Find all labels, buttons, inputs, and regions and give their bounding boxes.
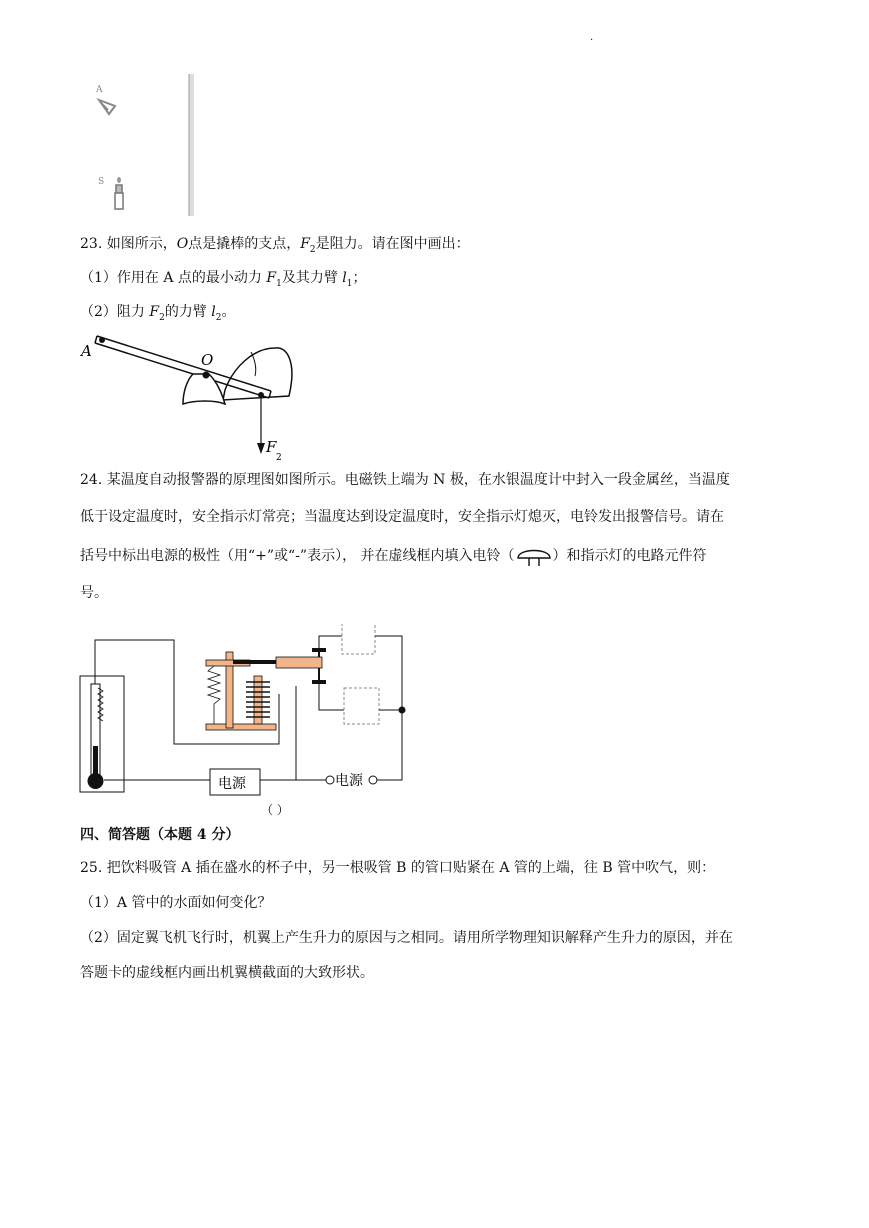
q23-stem: 23. 如图所示，O点是撬棒的支点，$F_2$是阻力。请在图中画出： xyxy=(80,236,470,255)
header-dot: . xyxy=(590,32,594,43)
mirror-figure xyxy=(85,70,215,220)
mirror xyxy=(189,74,194,216)
dashed-box-bottom xyxy=(344,688,379,724)
power-left-label: 电源 xyxy=(218,776,246,792)
candle-label: S xyxy=(98,177,105,187)
q25-item-2-line-2: 答题卡的虚线框内画出机翼横截面的大致形状。 xyxy=(80,965,374,981)
q25-item-2-line-1: （2）固定翼飞机飞行时，机翼上产生升力的原因与之相同。请用所学物理知识解释产生升力的原因，并在 xyxy=(80,930,733,946)
dashed-box-top xyxy=(342,624,375,654)
label-f2: F xyxy=(266,438,277,456)
q24-line-1: 24. 某温度自动报警器的原理图如图所示。电磁铁上端为 N 极，在水银温度计中封入一段金属丝，当温度 xyxy=(80,472,730,488)
bell-symbol-icon xyxy=(515,544,553,566)
q24-line-2: 低于设定温度时，安全指示灯常亮；当温度达到设定温度时，安全指示灯熄灭，电铃发出报警信号。请在 xyxy=(80,509,724,525)
q23-item-2: （2）阻力 $F_2$的力臂 $l_2$。 xyxy=(80,304,236,323)
label-f2-sub: 2 xyxy=(276,453,282,463)
relay xyxy=(206,652,322,730)
polarity-bracket: （ ） xyxy=(261,803,289,817)
lever-figure xyxy=(75,328,305,468)
label-o: O xyxy=(201,351,214,369)
q23-item-1: （1）作用在 A 点的最小动力 $F_1$及其力臂 $l_1$； xyxy=(80,270,367,289)
label-a: A xyxy=(81,342,92,360)
candle-icon xyxy=(115,177,123,209)
rock xyxy=(223,348,292,400)
point-a xyxy=(99,337,105,343)
section-4-title: 四、简答题（本题 4 分） xyxy=(80,827,240,843)
force-f2-arrow xyxy=(257,396,265,454)
q24-line-4: 号。 xyxy=(80,585,108,601)
q23-number: 23. xyxy=(80,236,103,252)
q25-line-1: 25. 把饮料吸管 A 插在盛水的杯子中，另一根吸管 B 的管口贴紧在 A 管的上端，往 B 管中吹气，则： xyxy=(80,860,716,876)
eye-icon xyxy=(99,100,115,114)
eye-label: A xyxy=(96,85,103,95)
power-right-label: 电源 xyxy=(335,773,363,789)
q25-item-1: （1）A 管中的水面如何变化？ xyxy=(80,895,272,911)
q24-line-3: 括号中标出电源的极性（用“+”或“-”表示）， 并在虚线框内填入电铃（ ）和指示灯的电路元件符 xyxy=(80,544,707,566)
fulcrum xyxy=(183,372,225,405)
alarm-circuit-figure xyxy=(76,624,406,820)
